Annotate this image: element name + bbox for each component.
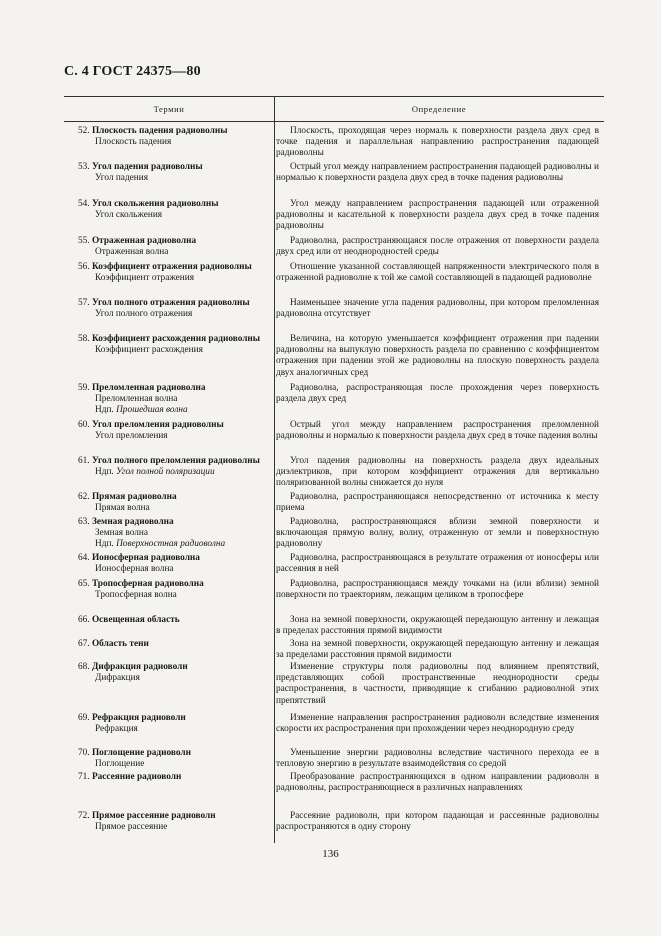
- term-name: Поглощение радиоволн: [91, 748, 191, 758]
- term-cell: [78, 126, 270, 148]
- definition-cell: Зона на земной поверхности, окружающей передающую антенну и лежащая в пределах расстояния прямой видимости: [276, 615, 599, 637]
- term-name: Рефракция радиоволн: [91, 713, 186, 723]
- term-cell: [78, 162, 270, 184]
- term-title: [78, 383, 270, 394]
- term-name: Угол преломления радиоволны: [91, 420, 224, 430]
- term-number: 67.: [78, 639, 90, 649]
- term-title: [78, 334, 270, 345]
- term-short-form: Угол преломления: [95, 431, 168, 442]
- term-number: 52.: [78, 126, 90, 136]
- term-name: Преломленная радиоволна: [91, 383, 206, 393]
- term-deprecated-note: [78, 539, 270, 550]
- definition-cell: Преобразование распространяющихся в одном направлении радиоволн в радиоволны, распространяющиеся в различных направлениях: [276, 772, 599, 794]
- term-title: [78, 236, 270, 247]
- term-number: 66.: [78, 615, 90, 625]
- term-short-form: Дифракция: [95, 673, 140, 684]
- term-name: Угол падения радиоволны: [91, 162, 203, 172]
- term-name: Освещенная область: [91, 615, 180, 625]
- definition-cell: Радиоволна, распространяющаяся в результате отражения от ионосферы или рассеяния в ней: [276, 553, 599, 575]
- definition-cell: Величина, на которую уменьшается коэффициент отражения при падении радиоволны на выпуклую поверхность раздела по сравнению с коэффициентом отражения при падении этой же радиоволны на плоскую поверхность раздела двух аналогичных сред: [276, 334, 599, 378]
- definition-cell: Угол падения радиоволны на поверхность раздела двух идеальных диэлектриков, при котором коэффициент отражения для вертикально поляризованной волны снижается до нуля: [276, 456, 599, 489]
- term-cell: [78, 298, 270, 320]
- definition-cell: Наименьшее значение угла падения радиоволны, при котором преломленная радиоволна отсутствует: [276, 298, 599, 320]
- definition-cell: Изменение направления распространения радиоволн вследствие изменения скорости их распространения при прохождении через неоднородную среду: [276, 713, 599, 735]
- term-title: [78, 662, 270, 673]
- term-cell: [78, 199, 270, 221]
- definition-cell: Радиоволна, распространяющаяся после отражения от поверхности раздела двух сред или от неоднородностей среды: [276, 236, 599, 258]
- term-name: Коэффициент отражения радиоволны: [91, 262, 252, 272]
- term-short-form: Рефракция: [95, 724, 138, 735]
- term-number: 60.: [78, 420, 90, 430]
- term-short-form: Тропосферная волна: [95, 590, 177, 601]
- term-number: 69.: [78, 713, 90, 723]
- term-cell: [78, 748, 270, 770]
- term-title: [78, 199, 270, 210]
- definition-cell: Радиоволна, распространяющаяся непосредственно от источника к месту приема: [276, 492, 599, 514]
- term-name: Угол полного отражения радиоволны: [91, 298, 250, 308]
- term-short-form: Плоскость падения: [95, 137, 172, 148]
- term-name: Ионосферная радиоволна: [91, 553, 200, 563]
- definition-cell: Угол между направлением распространения падающей или отраженной радиоволны и касательной к поверхности раздела двух сред в точке падения радиоволны: [276, 199, 599, 232]
- term-cell: [78, 553, 270, 575]
- term-short-form: Коэффициент расхождения: [95, 345, 203, 356]
- term-cell: [78, 615, 270, 626]
- term-title: [78, 579, 270, 590]
- term-name: Угол полного преломления радиоволны: [91, 456, 260, 466]
- definition-cell: Рассеяние радиоволн, при котором падающая и рассеянные радиоволны распространяются в одну сторону: [276, 811, 599, 833]
- term-name: Коэффициент расхождения радиоволны: [91, 334, 261, 344]
- term-cell: [78, 713, 270, 735]
- term-title: [78, 456, 270, 467]
- term-title: [78, 772, 270, 783]
- term-name: Рассеяние радиоволн: [91, 772, 182, 782]
- term-number: 61.: [78, 456, 90, 466]
- term-cell: [78, 639, 270, 650]
- deprecated-term: Угол полной поляризации: [116, 467, 215, 478]
- term-title: [78, 162, 270, 173]
- definition-cell: Отношение указанной составляющей напряженности электрического поля в отраженной радиоволне к той же самой составляющей в падающей радиоволне: [276, 262, 599, 284]
- term-short-form: Преломленная волна: [95, 394, 178, 405]
- deprecated-label: Ндп.: [95, 405, 114, 416]
- term-number: 70.: [78, 748, 90, 758]
- definition-cell: Острый угол между направлением распространения падающей радиоволны и нормалью к поверхности раздела двух сред в точке падения радиоволны: [276, 162, 599, 184]
- term-cell: [78, 517, 270, 551]
- deprecated-label: Ндп.: [95, 539, 114, 550]
- deprecated-term: Поверхностная радиоволна: [116, 539, 226, 550]
- term-number: 55.: [78, 236, 90, 246]
- column-header-definition: Определение: [411, 104, 467, 114]
- term-name: Земная радиоволна: [91, 517, 174, 527]
- term-title: [78, 126, 270, 137]
- deprecated-term: Прошедшая волна: [116, 405, 188, 416]
- term-short-form: Отраженная волна: [95, 247, 169, 258]
- term-number: 68.: [78, 662, 90, 672]
- deprecated-label: Ндп.: [95, 467, 114, 478]
- term-deprecated-note: [78, 405, 270, 416]
- term-name: Тропосферная радиоволна: [91, 579, 204, 589]
- definition-cell: Радиоволна, распространяющая после прохождения через поверхность раздела двух сред: [276, 383, 599, 405]
- definition-cell: Острый угол между направлением распространения преломленной радиоволны и нормалью к поверхности раздела двух сред в точке падения волны: [276, 420, 599, 442]
- term-number: 63.: [78, 517, 90, 527]
- term-name: Плоскость падения радиоволны: [91, 126, 228, 136]
- term-name: Прямое рассеяние радиоволн: [91, 811, 216, 821]
- term-title: [78, 420, 270, 431]
- term-short-form: Земная волна: [95, 528, 148, 539]
- term-name: Угол скольжения радиоволны: [91, 199, 219, 209]
- term-cell: [78, 383, 270, 417]
- term-short-form: Прямое рассеяние: [95, 822, 168, 833]
- term-title: [78, 492, 270, 503]
- term-number: 53.: [78, 162, 90, 172]
- table-header: [64, 96, 604, 122]
- term-short-form: Ионосферная волна: [95, 564, 174, 575]
- term-number: 62.: [78, 492, 90, 502]
- term-short-form: Поглощение: [95, 759, 145, 770]
- term-cell: [78, 662, 270, 684]
- term-short-form: Угол полного отражения: [95, 309, 193, 320]
- term-number: 72.: [78, 811, 90, 821]
- term-number: 59.: [78, 383, 90, 393]
- term-title: [78, 713, 270, 724]
- term-cell: [78, 334, 270, 356]
- column-header-term: Термин: [153, 104, 185, 114]
- definition-cell: Изменение структуры поля радиоволны под влиянием препятствий, представляющих собой пространственные неоднородности среды распространения, в частности, приводящие к сгибанию радиоволной этих препятствий: [276, 662, 599, 706]
- definition-cell: Зона на земной поверхности, окружающей передающую антенну и лежащая за пределами расстояния прямой видимости: [276, 639, 599, 661]
- term-title: [78, 639, 270, 650]
- term-short-form: Угол падения: [95, 173, 149, 184]
- term-number: 56.: [78, 262, 90, 272]
- term-cell: [78, 492, 270, 514]
- term-name: Область тени: [91, 639, 149, 649]
- definition-cell: Уменьшение энергии радиоволны вследствие частичного перехода ее в тепловую энергию в результате взаимодействия со средой: [276, 748, 599, 770]
- term-title: [78, 615, 270, 626]
- page-header: С. 4 ГОСТ 24375—80: [64, 64, 201, 79]
- term-cell: [78, 456, 270, 478]
- term-number: 71.: [78, 772, 90, 782]
- definition-cell: Плоскость, проходящая через нормаль к поверхности раздела двух сред в точке падения и параллельная направлению распространения падающей радиоволны: [276, 126, 599, 159]
- term-title: [78, 553, 270, 564]
- term-title: [78, 298, 270, 309]
- page-number: 136: [322, 848, 339, 860]
- term-cell: [78, 811, 270, 833]
- term-number: 58.: [78, 334, 90, 344]
- term-cell: [78, 772, 270, 783]
- term-title: [78, 262, 270, 273]
- term-cell: [78, 579, 270, 601]
- term-short-form: Коэффициент отражения: [95, 273, 194, 284]
- term-number: 57.: [78, 298, 90, 308]
- term-number: 64.: [78, 553, 90, 563]
- definition-cell: Радиоволна, распространяющаяся вблизи земной поверхности и включающая прямую волну, волну, отраженную от земли и поверхностную радиоволну: [276, 517, 599, 550]
- term-cell: [78, 262, 270, 284]
- term-title: [78, 748, 270, 759]
- term-name: Прямая радиоволна: [91, 492, 177, 502]
- term-deprecated-note: [78, 467, 270, 478]
- term-short-form: Прямая волна: [95, 503, 150, 514]
- term-number: 65.: [78, 579, 90, 589]
- term-number: 54.: [78, 199, 90, 209]
- term-title: [78, 517, 270, 528]
- column-divider: [274, 96, 275, 843]
- term-title: [78, 811, 270, 822]
- term-name: Отраженная радиоволна: [91, 236, 197, 246]
- term-name: Дифракция радиоволн: [91, 662, 188, 672]
- term-cell: [78, 236, 270, 258]
- term-cell: [78, 420, 270, 442]
- definition-cell: Радиоволна, распространяющаяся между точками на (или вблизи) земной поверхности по траекториям, лежащим целиком в тропосфере: [276, 579, 599, 601]
- term-short-form: Угол скольжения: [95, 210, 163, 221]
